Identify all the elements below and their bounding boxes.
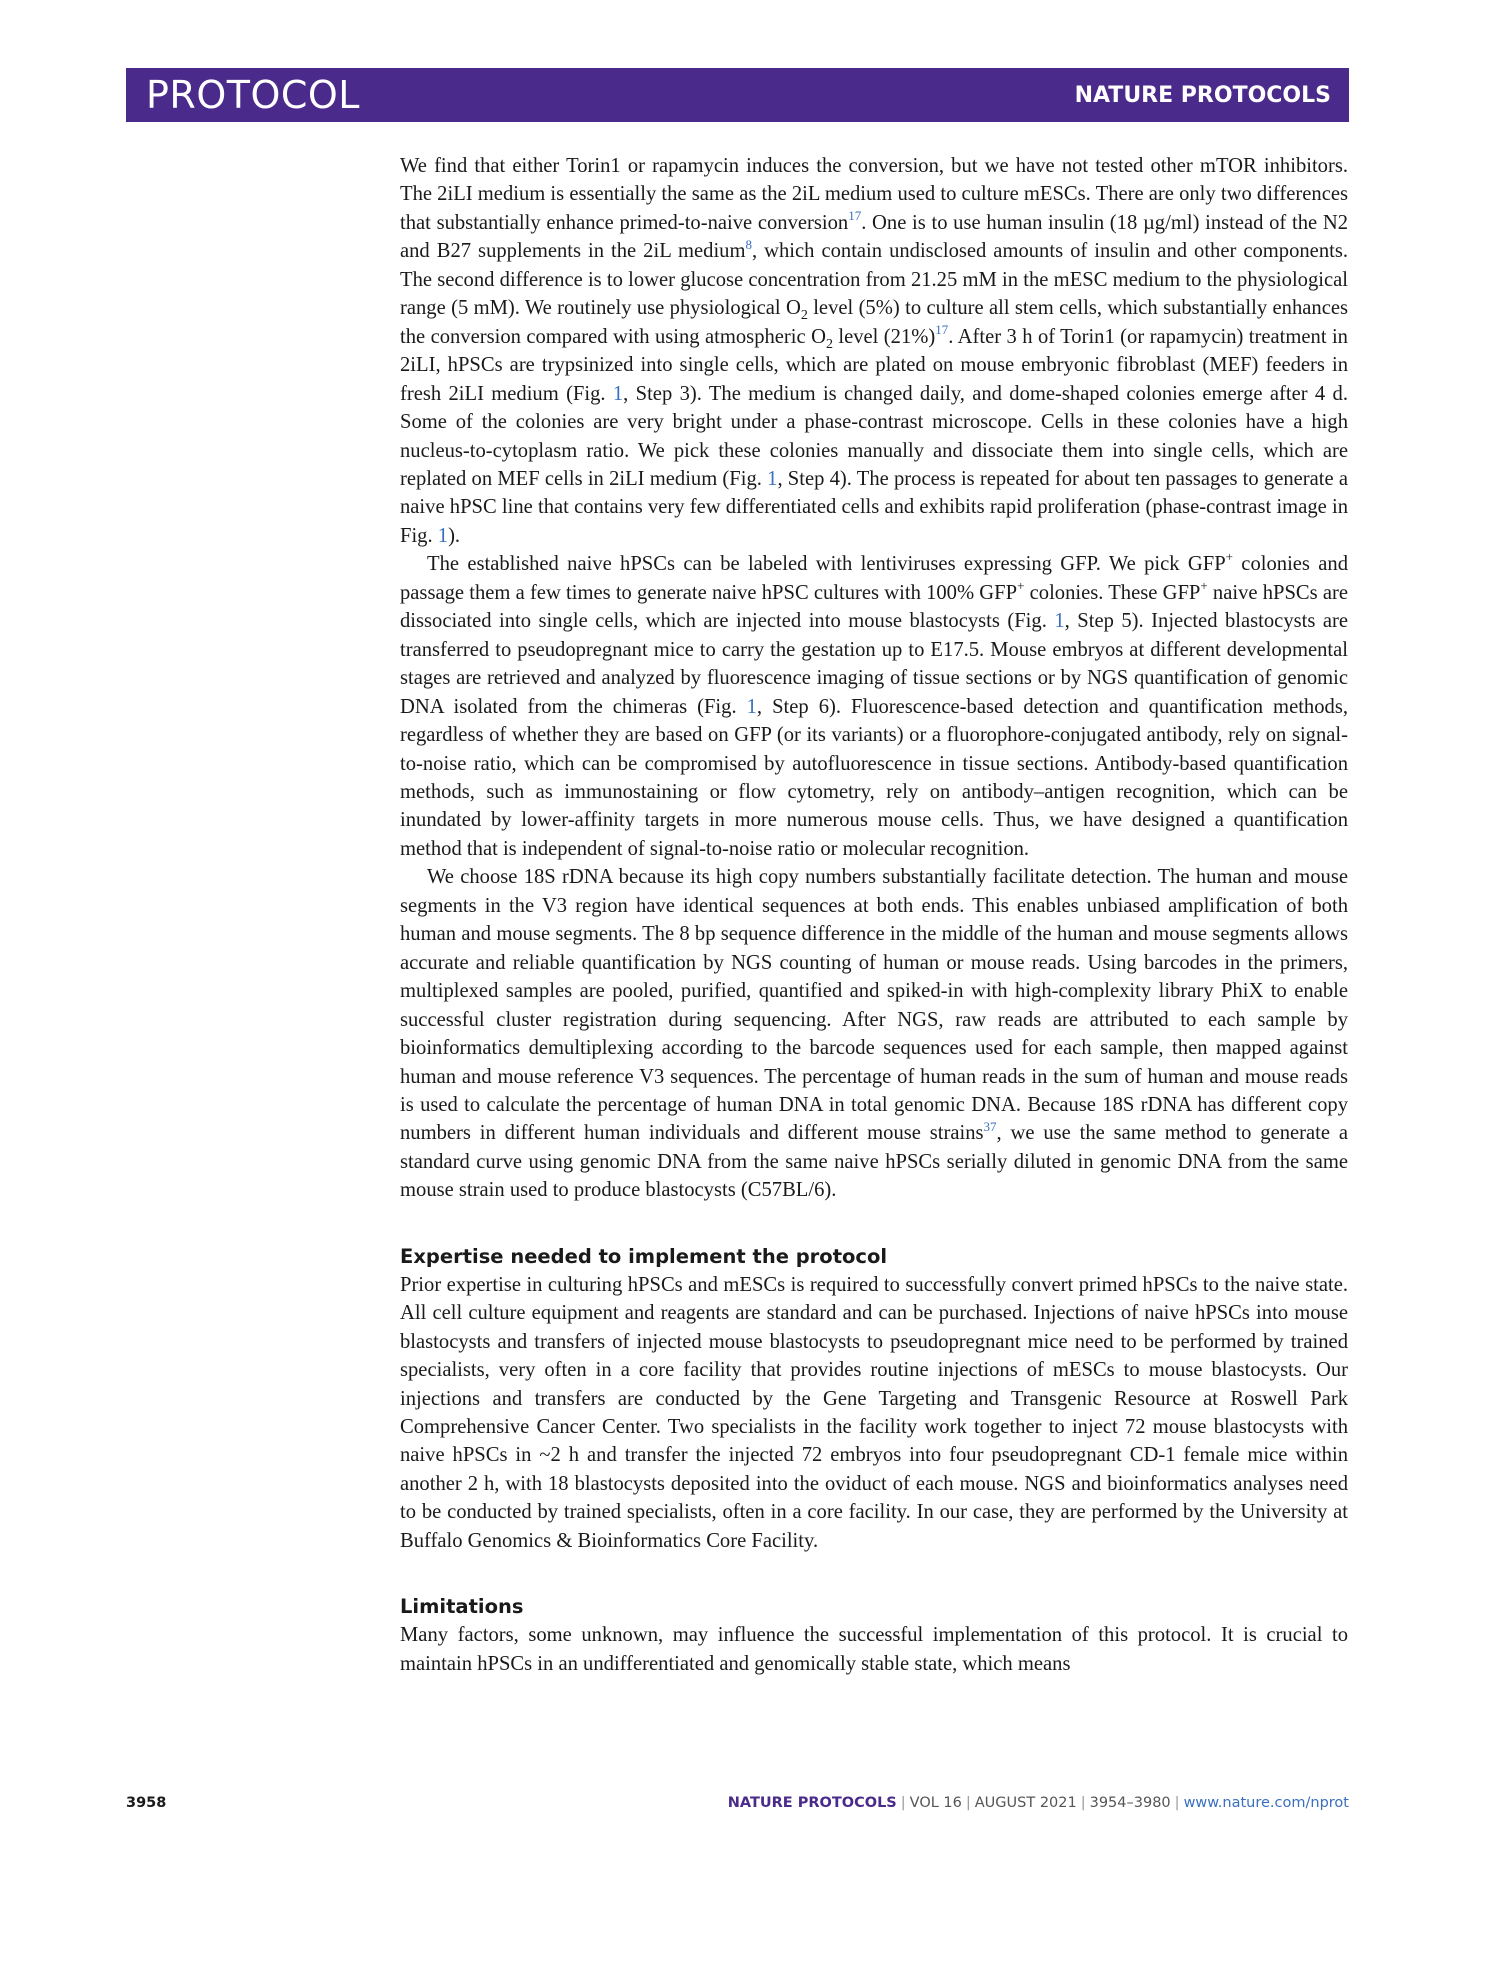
- text-run: The established naive hPSCs can be labeled with lentiviruses expressing GFP. We pick GFP: [427, 553, 1226, 576]
- page-number: 3958: [126, 1795, 167, 1811]
- page-footer: [126, 1795, 1349, 1821]
- figure-link[interactable]: 1: [437, 524, 449, 547]
- separator: |: [1174, 1795, 1180, 1811]
- figure-link[interactable]: 1: [1054, 610, 1065, 633]
- footer-journal: NATURE PROTOCOLS: [727, 1795, 897, 1811]
- text-run: , Step 4). The process is repeated for about ten passages to generate a naive hPSC line that contains very few differentiated cells and exhibits rapid proliferation (phase-contrast image in Fig.: [400, 467, 1348, 547]
- journal-url-link[interactable]: www.nature.com/nprot: [1183, 1795, 1349, 1811]
- superscript: +: [1017, 577, 1025, 593]
- text-run: , Step 3). The medium is changed daily, and dome-shaped colonies emerge after 4 d. Some of the colonies are very bright under a phase-contrast microscope. Cells in these colonies have a high nucleus-to-cytoplasm ratio. We pick these colonies manually and dissociate them into single cells, which are replated on MEF cells in 2iLI medium (Fig.: [400, 382, 1348, 490]
- separator: |: [965, 1795, 971, 1811]
- paragraph-limitations: Many factors, some unknown, may influence the successful implementation of this protocol. It is crucial to maintain hPSCs in an undifferentiated and genomically stable state, which means: [400, 1624, 1348, 1675]
- figure-link[interactable]: 1: [767, 467, 778, 490]
- figure-link[interactable]: 1: [746, 695, 757, 718]
- section-heading-expertise: Expertise needed to implement the protocol: [400, 1244, 888, 1268]
- subscript: 2: [800, 308, 808, 324]
- separator: |: [1080, 1795, 1086, 1811]
- text-run: , Step 5). Injected blastocysts are transferred to pseudopregnant mice to carry the gestation up to E17.5. Mouse embryos at different developmental stages are retrieved and analyzed by fluorescence imaging of tissue sections or by NGS quantification of genomic DNA isolated from the chimeras (Fig.: [400, 610, 1348, 718]
- footer-date: AUGUST 2021: [974, 1795, 1077, 1811]
- text-run: , we use the same method to generate a standard curve using genomic DNA from the same naive hPSCs serially diluted in genomic DNA from the same mouse strain used to produce blastocysts (C57BL/6).: [400, 1122, 1348, 1202]
- article-body: [400, 152, 1348, 1678]
- text-run: colonies and passage them a few times to generate naive hPSC cultures with 100% GFP: [400, 553, 1348, 604]
- citation-link[interactable]: 37: [983, 1118, 997, 1134]
- text-run: We choose 18S rDNA because its high copy numbers substantially facilitate detection. The human and mouse segments in the V3 region have identical sequences at both ends. This enables unbiased amplification of both human and mouse segments. The 8 bp sequence difference in the middle of the human and mouse segments allows accurate and reliable quantification by NGS counting of human or mouse reads. Using barcodes in the primers, multiplexed samples are pooled, purified, quantified and spiked-in with high-complexity library PhiX to enable successful cluster registration during sequencing. After NGS, raw reads are attributed to each sample by bioinformatics demultiplexing according to the barcode sequences used for each sample, then mapped against human and mouse reference V3 sequences. The percentage of human reads in the sum of human and mouse reads is used to calculate the percentage of human DNA in total genomic DNA. Because 18S rDNA has different copy numbers in different human individuals and different mouse strains: [400, 866, 1348, 1145]
- text-run: . One is to use human insulin (18 µg/ml) instead of the N2 and B27 supplements in the 2iL medium: [400, 211, 1348, 263]
- superscript: +: [1225, 549, 1233, 565]
- text-run: ).: [448, 524, 461, 547]
- separator: |: [900, 1795, 906, 1811]
- citation-link[interactable]: 17: [848, 208, 862, 224]
- paragraph-1: [400, 152, 1348, 550]
- text-run: . After 3 h of Torin1 (or rapamycin) treatment in 2iLI, hPSCs are trypsinized into single cells, which are plated on mouse embryonic fibroblast (MEF) feeders in fresh 2iLI medium (Fig.: [400, 325, 1348, 405]
- journal-name: NATURE PROTOCOLS: [1074, 83, 1331, 108]
- section-label: PROTOCOL: [146, 73, 360, 117]
- paragraph-expertise: Prior expertise in culturing hPSCs and mESCs is required to successfully convert primed hPSCs to the naive state. All cell culture equipment and reagents are standard and can be purchased. Injections of naive hPSCs into mouse blastocysts and transfers of injected mouse blastocysts to pseudopregnant mice need to be performed by trained specialists, very often in a core facility that provides routine injections of mESCs to mouse blastocysts. Our injections and transfers are conducted by the Gene Targeting and Transgenic Resource at Roswell Park Comprehensive Cancer Center. Two specialists in the facility work together to inject 72 mouse blastocysts with naive hPSCs in ~2 h and transfer the injected 72 embryos into four pseudopregnant CD-1 female mice within another 2 h, with 18 blastocysts deposited into the oviduct of each mouse. NGS and bioinformatics analyses need to be conducted by trained specialists, often in a core facility. In our case, they are performed by the University at Buffalo Genomics & Bioinformatics Core Facility.: [400, 1273, 1348, 1552]
- header-bar: [126, 68, 1349, 122]
- footer-citation: [728, 1795, 1349, 1811]
- section-heading-limitations: Limitations: [400, 1595, 524, 1619]
- citation-link[interactable]: 8: [745, 236, 752, 252]
- text-run: We find that either Torin1 or rapamycin induces the conversion, but we have not tested other mTOR inhibitors. The 2iLI medium is essentially the same as the 2iL medium used to culture mESCs. There are only two differences that substantially enhance primed-to-naive conversion: [400, 155, 1348, 234]
- footer-volume: VOL 16: [909, 1795, 962, 1811]
- text-run: naive hPSCs are dissociated into single cells, which are injected into mouse blastocysts (Fig.: [400, 581, 1348, 633]
- figure-link[interactable]: 1: [612, 382, 624, 405]
- footer-pages: 3954–3980: [1089, 1795, 1171, 1811]
- text-run: , which contain undisclosed amounts of insulin and other components. The second difference is to lower glucose concentration from 21.25 mM in the mESC medium to the physiological range (5 mM). We routinely use physiological O: [400, 240, 1349, 320]
- paragraph-2: [400, 550, 1348, 863]
- text-run: level (5%) to culture all stem cells, which substantially enhances the conversion compared with using atmospheric O: [400, 297, 1348, 348]
- text-run: , Step 6). Fluorescence-based detection and quantification methods, regardless of whether they are based on GFP (or its variants) or a fluorophore-conjugated antibody, rely on signal-to-noise ratio, which can be compromised by autofluorescence in tissue sections. Antibody-based quantification methods, such as immunostaining or flow cytometry, rely on antibody–antigen recognition, which can be inundated by lower-affinity targets in more numerous mouse cells. Thus, we have designed a quantification method that is independent of signal-to-noise ratio or molecular recognition.: [400, 695, 1348, 860]
- text-run: colonies. These GFP: [1024, 581, 1201, 604]
- superscript: +: [1200, 577, 1208, 593]
- citation-link[interactable]: 17: [935, 321, 949, 337]
- subscript: 2: [825, 336, 833, 352]
- text-run: level (21%): [832, 325, 936, 348]
- paragraph-3: [400, 863, 1348, 1204]
